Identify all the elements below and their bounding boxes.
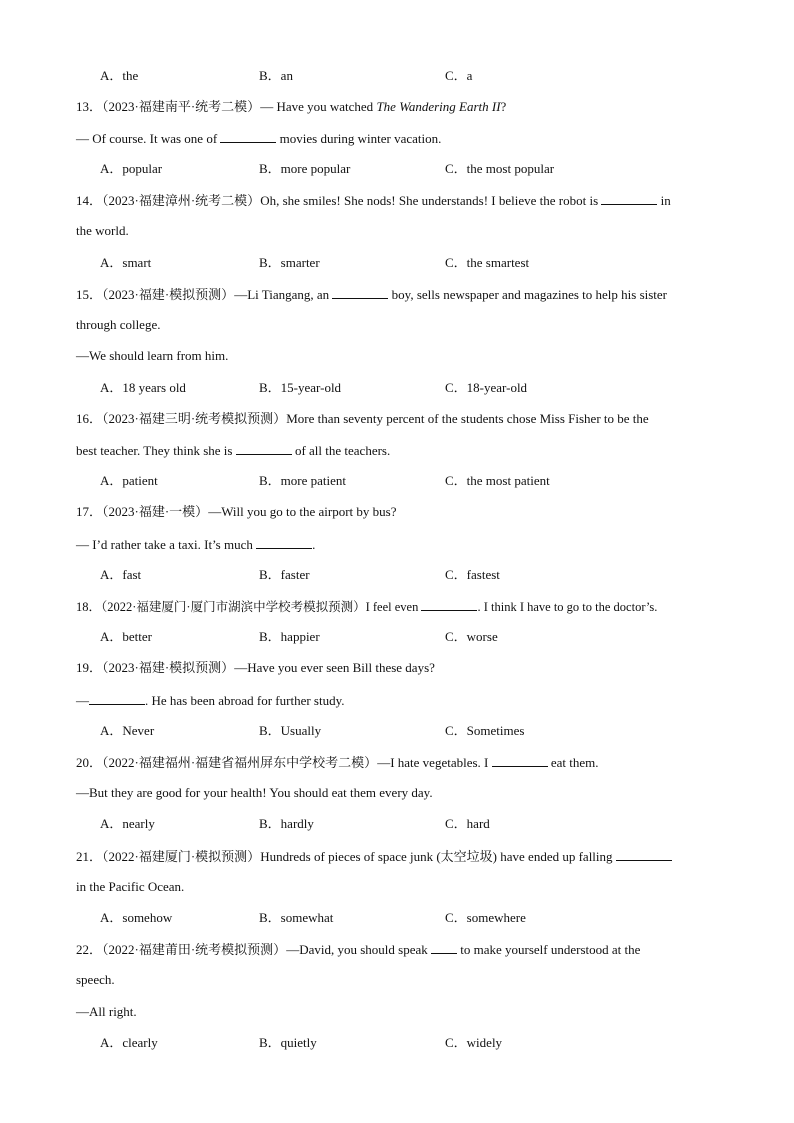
q15-stem — [76, 285, 667, 304]
question-number: 16． — [76, 411, 103, 426]
question-source: （2022·福建福州·福建省福州屏东中学校考二模） — [102, 755, 378, 770]
question-number: 15． — [76, 287, 103, 302]
answer-blank — [256, 535, 312, 549]
question-text-end: . — [312, 537, 316, 552]
question-source: （2023·福建·模拟预测） — [102, 287, 235, 302]
q17-stem — [76, 503, 397, 521]
answer-blank — [332, 285, 388, 299]
q20-stem — [76, 753, 599, 772]
q14-option-b: B．smarter — [259, 255, 320, 270]
q19-stem — [76, 659, 435, 677]
q12-option-b: B．an — [259, 68, 293, 83]
question-number: 19． — [76, 660, 103, 675]
q13-stem — [76, 98, 506, 116]
q21-option-b: B．somewhat — [259, 910, 334, 925]
q20-option-b: B．hardly — [259, 816, 314, 831]
q16-line2 — [76, 441, 390, 460]
question-source: （2023·福建·模拟预测） — [102, 660, 235, 675]
q13-option-b: B．more popular — [259, 161, 351, 176]
question-number: 22． — [76, 942, 103, 957]
question-source: （2023·福建漳州·统考二模） — [102, 193, 261, 208]
question-number: 21． — [76, 849, 103, 864]
question-source: （2022·福建厦门·模拟预测） — [102, 849, 261, 864]
answer-blank — [601, 191, 657, 205]
question-number: 20． — [76, 755, 103, 770]
q21-stem — [76, 847, 672, 866]
question-number: 13． — [76, 99, 103, 114]
q14-option-a: A．smart — [100, 255, 152, 270]
question-text-end: in — [657, 193, 671, 208]
q13-option-c: C．the most popular — [445, 161, 555, 176]
q22-option-b: B．quietly — [259, 1035, 317, 1050]
q14-line2: the world. — [76, 223, 129, 238]
question-text-end: boy, sells newspaper and magazines to help his sister — [388, 287, 668, 302]
q18-option-c: C．worse — [445, 629, 498, 644]
question-text: —Have you ever seen Bill these days? — [234, 660, 435, 675]
q19-option-c: C．Sometimes — [445, 723, 525, 738]
q20-line2: —But they are good for your health! You should eat them every day. — [76, 785, 433, 800]
question-source: （2023·福建·一模） — [102, 504, 209, 519]
q19-line2 — [76, 691, 345, 710]
question-number: 18． — [76, 600, 102, 614]
q15-option-b: B．15-year-old — [259, 380, 342, 395]
q19-option-a: A．Never — [100, 723, 155, 738]
q16-stem — [76, 410, 649, 428]
q22-line3: —All right. — [76, 1004, 137, 1019]
q14-stem — [76, 191, 671, 210]
q19-option-b: B．Usually — [259, 723, 322, 738]
q16-option-a: A．patient — [100, 473, 158, 488]
q22-option-a: A．clearly — [100, 1035, 158, 1050]
question-text: best teacher. They think she is — [76, 443, 236, 458]
question-text-end: movies during winter vacation. — [276, 131, 442, 146]
question-text: —David, you should speak — [286, 942, 431, 957]
q16-option-b: B．more patient — [259, 473, 347, 488]
question-source: （2023·福建三明·统考模拟预测） — [102, 411, 287, 426]
answer-blank — [421, 597, 477, 611]
question-text: — Have you watched — [260, 99, 377, 114]
question-text: —Li Tiangang, an — [234, 287, 333, 302]
question-text: — Of course. It was one of — [76, 131, 221, 146]
question-source: （2022·福建厦门·厦门市湖滨中学校考模拟预测） — [101, 600, 366, 614]
question-text-end: of all the teachers. — [291, 443, 391, 458]
question-text: — — [76, 693, 89, 708]
q16-option-c: C．the most patient — [445, 473, 550, 488]
q17-line2 — [76, 535, 315, 554]
q13-line2 — [76, 129, 441, 148]
q14-option-c: C．the smartest — [445, 255, 530, 270]
q22-stem — [76, 940, 640, 959]
q13-option-a: A．popular — [100, 161, 163, 176]
q12-option-a: A．the — [100, 68, 139, 83]
question-source: （2023·福建南平·统考二模） — [102, 99, 261, 114]
q18-option-a: A．better — [100, 629, 152, 644]
q15-option-a: A．18 years old — [100, 380, 186, 395]
q18-stem — [76, 597, 657, 616]
question-text-end: . I think I have to go to the doctor’s. — [477, 600, 658, 614]
q17-option-c: C．fastest — [445, 567, 500, 582]
q21-option-a: A．somehow — [100, 910, 173, 925]
answer-blank — [492, 753, 548, 767]
q17-option-b: B．faster — [259, 567, 310, 582]
movie-title: The Wandering Earth II — [376, 99, 501, 114]
question-text: — I’d rather take a taxi. It’s much — [76, 537, 257, 552]
question-text: —I hate vegetables. I — [377, 755, 492, 770]
answer-blank — [89, 691, 145, 705]
answer-blank — [431, 940, 457, 954]
q22-line2: speech. — [76, 972, 115, 987]
q12-option-c: C．a — [445, 68, 473, 83]
question-text-end: to make yourself understood at the — [456, 942, 641, 957]
q20-option-c: C．hard — [445, 816, 490, 831]
q22-option-c: C．widely — [445, 1035, 503, 1050]
q21-line2: in the Pacific Ocean. — [76, 879, 185, 894]
q17-option-a: A．fast — [100, 567, 142, 582]
answer-blank — [616, 847, 672, 861]
question-text: More than seventy percent of the students chose Miss Fisher to be the — [286, 411, 649, 426]
q18-option-b: B．happier — [259, 629, 320, 644]
question-text: —Will you go to the airport by bus? — [208, 504, 397, 519]
question-text: Hundreds of pieces of space junk (太空垃圾) have ended up falling — [260, 849, 616, 864]
q15-line2: through college. — [76, 317, 161, 332]
question-source: （2022·福建莆田·统考模拟预测） — [102, 942, 287, 957]
question-text-end: eat them. — [547, 755, 599, 770]
question-text-end: . He has been abroad for further study. — [145, 693, 345, 708]
question-number: 14． — [76, 193, 103, 208]
q21-option-c: C．somewhere — [445, 910, 526, 925]
question-text: Oh, she smiles! She nods! She understands! I believe the robot is — [260, 193, 602, 208]
question-text: I feel even — [365, 600, 422, 614]
answer-blank — [220, 129, 276, 143]
answer-blank — [236, 441, 292, 455]
question-text-end: ? — [500, 99, 507, 114]
q20-option-a: A．nearly — [100, 816, 155, 831]
question-number: 17． — [76, 504, 103, 519]
q15-line3: —We should learn from him. — [76, 348, 229, 363]
q15-option-c: C．18-year-old — [445, 380, 528, 395]
